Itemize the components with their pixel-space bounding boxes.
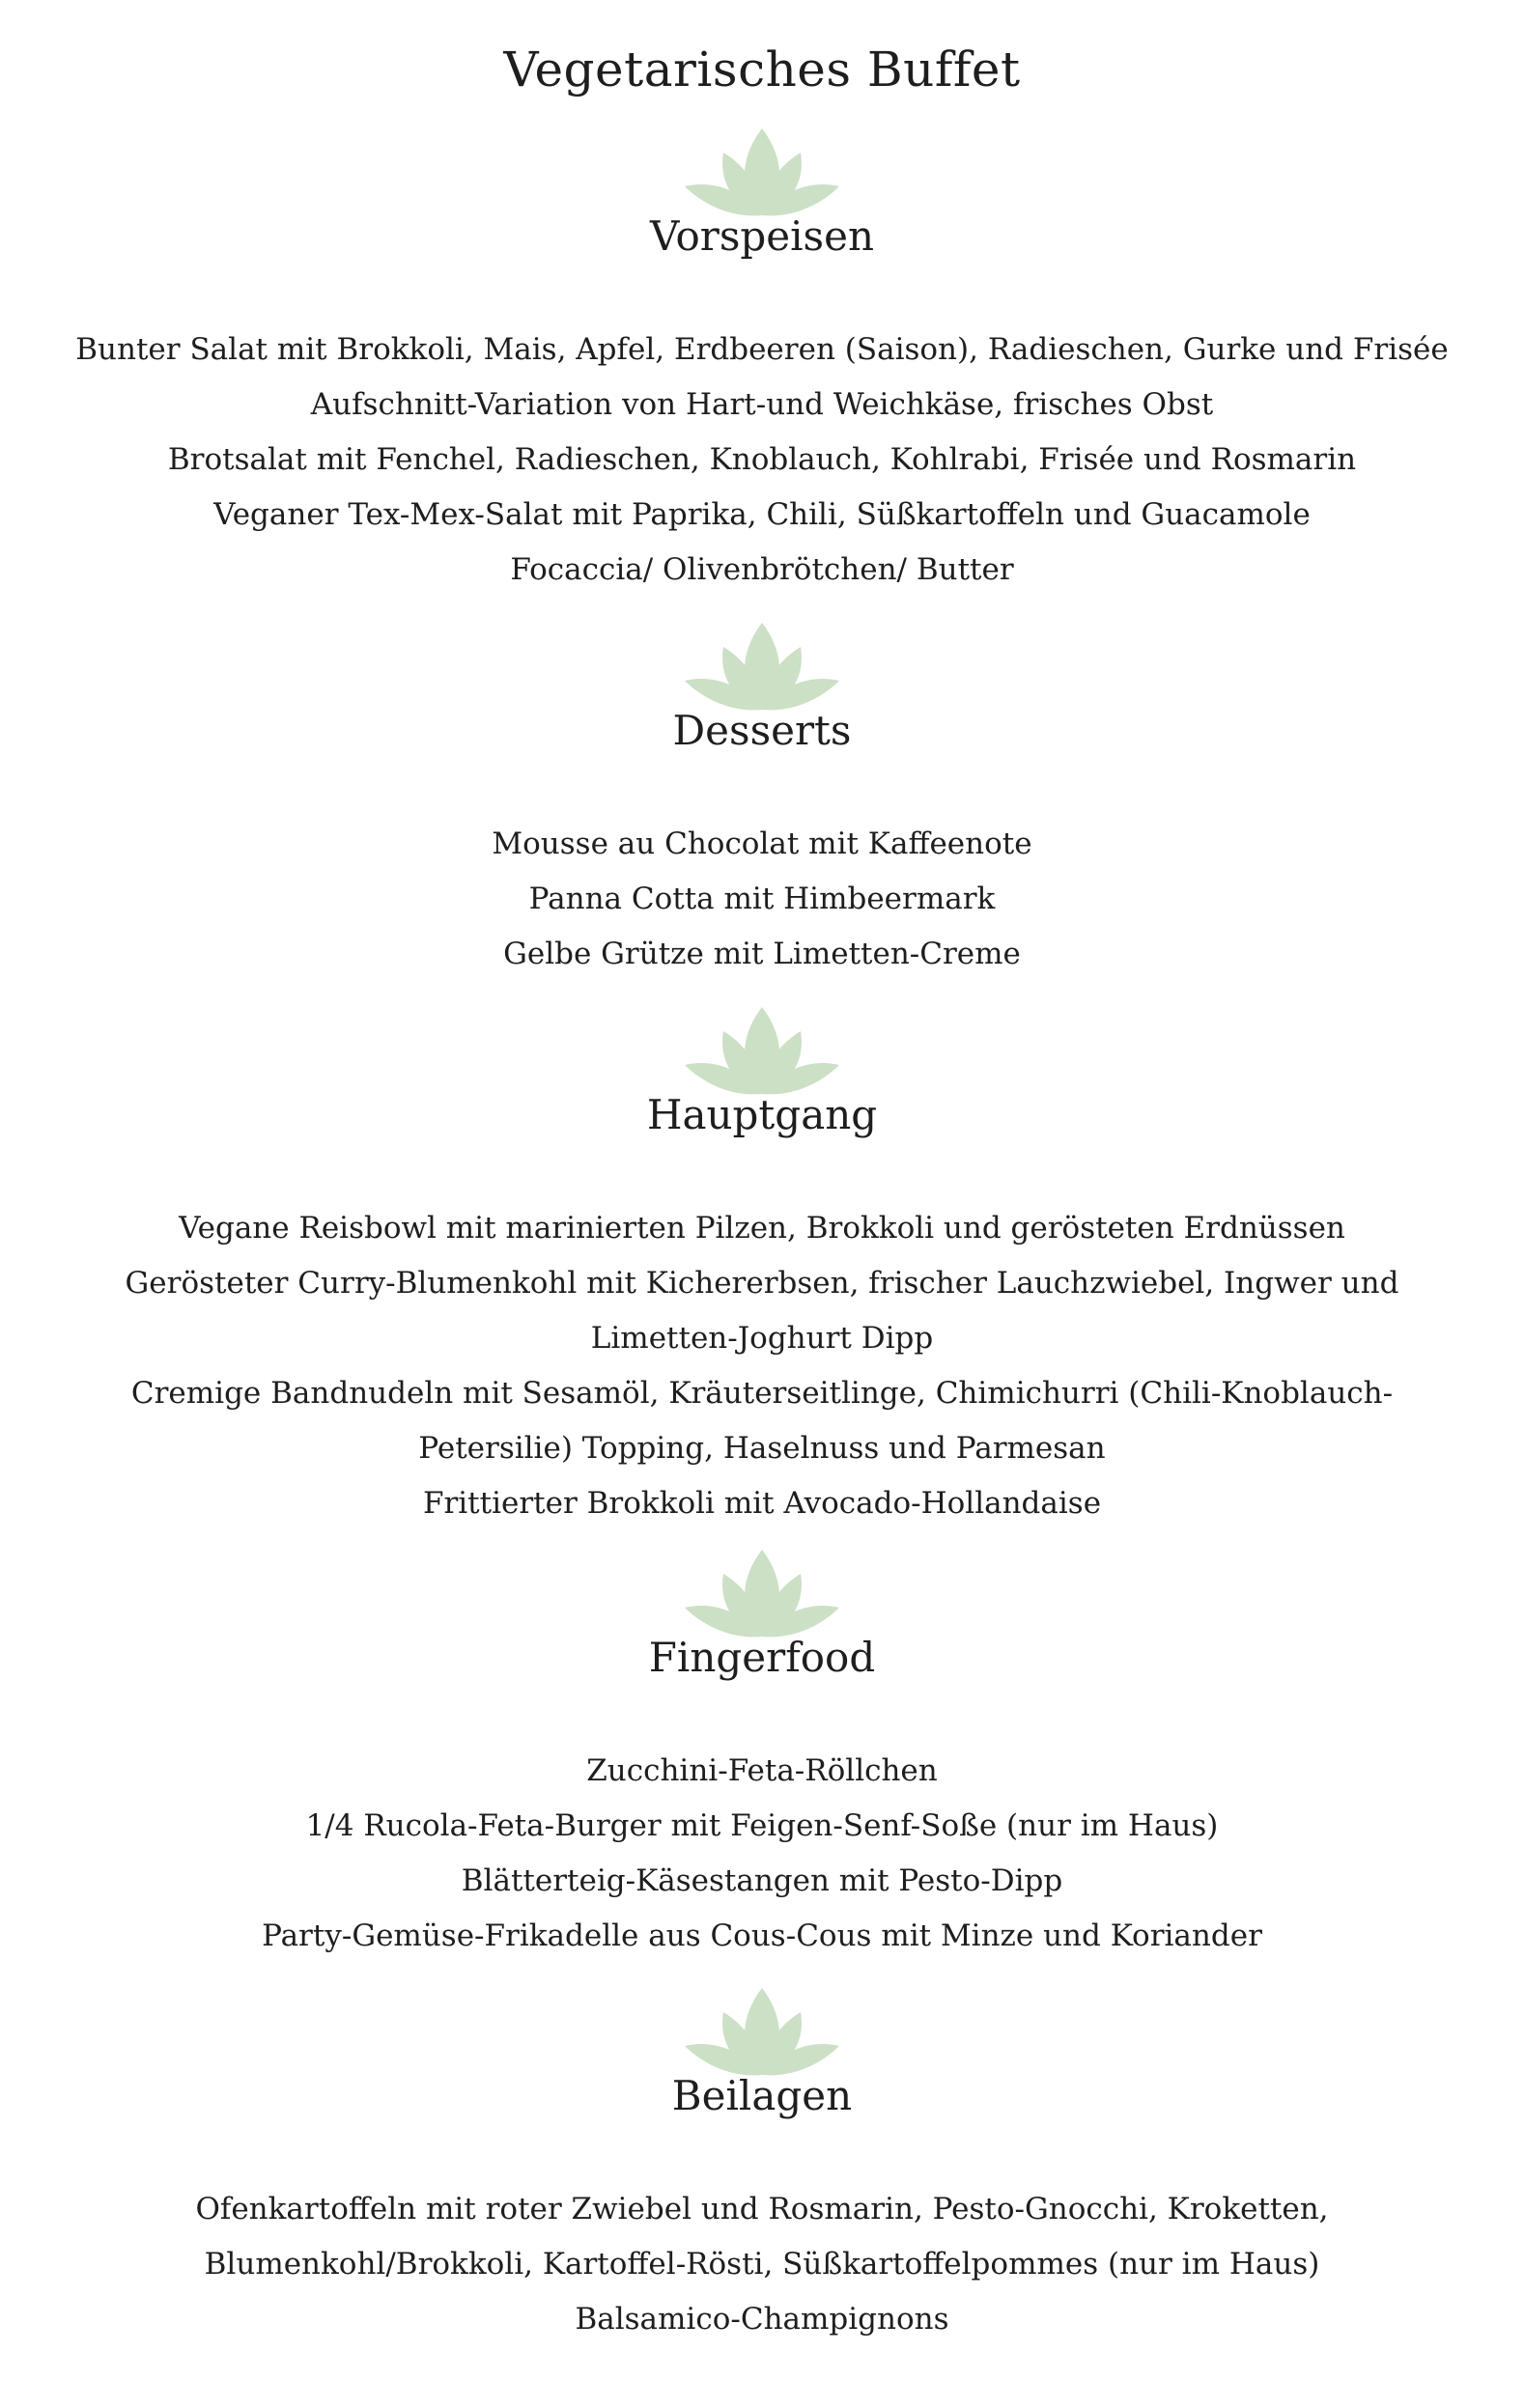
lotus-leaf-icon	[680, 1002, 844, 1099]
section-heading-fingerfood: Fingerfood	[648, 1634, 876, 1681]
menu-item: Gerösteter Curry-Blumenkohl mit Kichererbsen, frischer Lauchzwiebel, Ingwer und	[125, 1266, 1399, 1301]
menu-item: Bunter Salat mit Brokkoli, Mais, Apfel, Erdbeeren (Saison), Radieschen, Gurke und Frisée	[75, 332, 1449, 367]
menu-item: Panna Cotta mit Himbeermark	[528, 882, 996, 916]
lotus-leaf-icon	[680, 618, 844, 714]
section-items-vorspeisen	[58, 322, 1466, 598]
menu-item: Frittierter Brokkoli mit Avocado-Hollandaise	[422, 1486, 1102, 1521]
section-heading-beilagen: Beilagen	[671, 2072, 853, 2119]
menu-title: Vegetarisches Buffet	[503, 42, 1021, 98]
menu-item: Party-Gemüse-Frikadelle aus Cous-Cous mit Minze und Koriander	[262, 1918, 1262, 1953]
menu-item: Balsamico-Champignons	[575, 2302, 949, 2337]
menu-item: 1/4 Rucola-Feta-Burger mit Feigen-Senf-Soße (nur im Haus)	[305, 1808, 1219, 1843]
menu-item: Brotsalat mit Fenchel, Radieschen, Knoblauch, Kohlrabi, Frisée und Rosmarin	[167, 442, 1357, 477]
section-heading-hauptgang: Hauptgang	[646, 1091, 878, 1138]
menu-item: Cremige Bandnudeln mit Sesamöl, Kräuterseitlinge, Chimichurri (Chili-Knoblauch-	[130, 1376, 1394, 1411]
menu-item: Ofenkartoffeln mit roter Zwiebel und Rosmarin, Pesto-Gnocchi, Kroketten,	[195, 2192, 1329, 2226]
section-items-hauptgang	[58, 1201, 1466, 1531]
lotus-leaf-icon	[680, 1545, 844, 1641]
section-heading-desserts: Desserts	[672, 707, 852, 754]
section-items-desserts	[58, 817, 1466, 982]
menu-item: Mousse au Chocolat mit Kaffeenote	[492, 826, 1032, 861]
section-heading-vorspeisen: Vorspeisen	[649, 212, 875, 260]
menu-item: Focaccia/ Olivenbrötchen/ Butter	[510, 552, 1014, 587]
menu-item: Gelbe Grütze mit Limetten-Creme	[503, 937, 1021, 971]
menu-item: Blumenkohl/Brokkoli, Kartoffel-Rösti, Süßkartoffelpommes (nur im Haus)	[204, 2247, 1320, 2282]
menu-item: Zucchini-Feta-Röllchen	[586, 1753, 938, 1788]
lotus-leaf-icon	[680, 124, 844, 220]
lotus-leaf-icon	[680, 1983, 844, 2080]
menu-item: Aufschnitt-Variation von Hart-und Weichkäse, frisches Obst	[310, 387, 1214, 422]
menu-item: Limetten-Joghurt Dipp	[590, 1321, 934, 1356]
menu-item: Petersilie) Topping, Haselnuss und Parmesan	[418, 1431, 1106, 1466]
menu-item: Blätterteig-Käsestangen mit Pesto-Dipp	[461, 1863, 1063, 1898]
menu-item: Vegane Reisbowl mit marinierten Pilzen, Brokkoli und gerösteten Erdnüssen	[179, 1211, 1345, 1246]
menu-item: Veganer Tex-Mex-Salat mit Paprika, Chili, Süßkartoffeln und Guacamole	[213, 497, 1311, 532]
section-items-fingerfood	[58, 1744, 1466, 1964]
section-items-beilagen	[58, 2182, 1466, 2347]
